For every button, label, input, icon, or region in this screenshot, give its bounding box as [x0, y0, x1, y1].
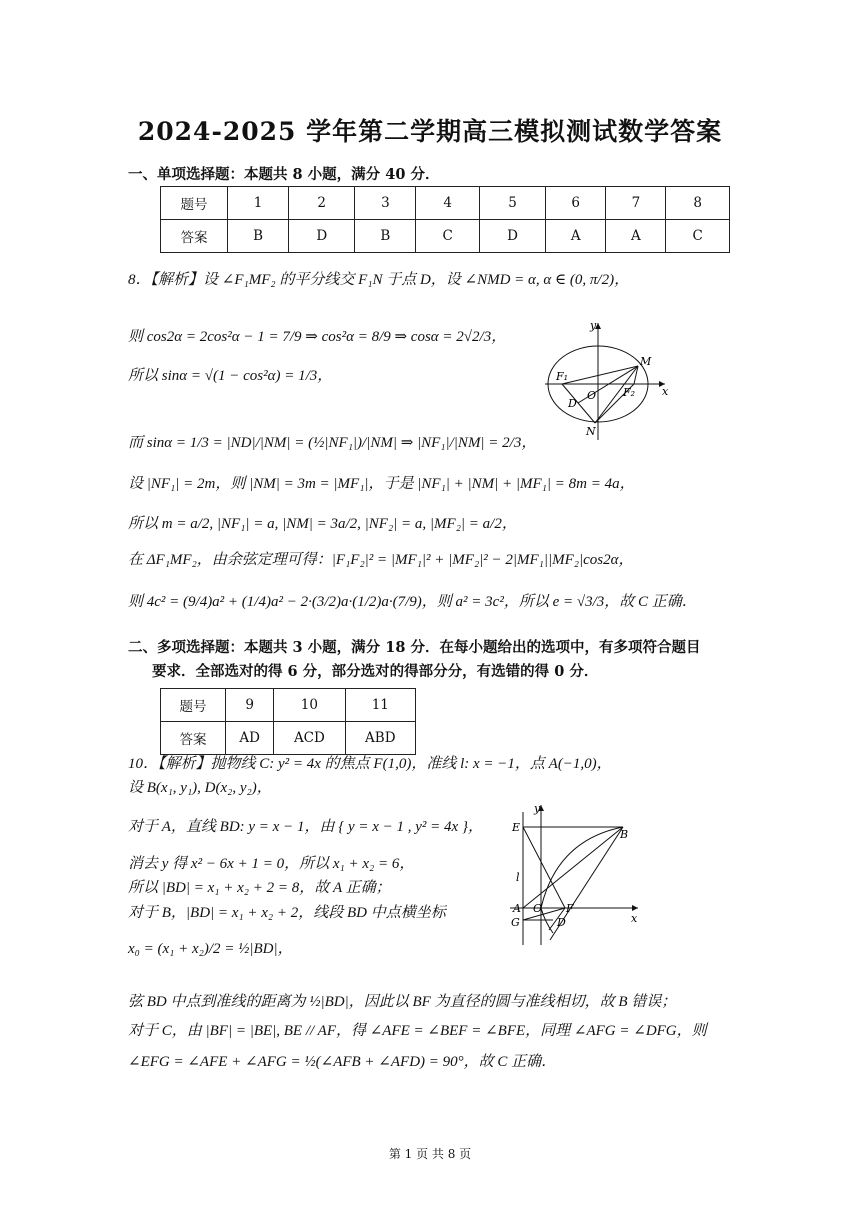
table-cell: 6	[546, 187, 606, 220]
answer-table-2	[160, 688, 416, 755]
fig2-label: x	[631, 912, 638, 925]
table-cell: A	[606, 220, 666, 253]
table-row	[161, 187, 730, 220]
q10-line-8: 弦 BD 中点到准线的距离为 ½|BD|，因此以 BF 为直径的圆与准线相切，故 B 错误；	[128, 994, 677, 1010]
q8-line-8: 则 4c² = (9/4)a² + (1/4)a² − 2·(3/2)a·(1/2)a·(7/9)，则 a² = 3c²，所以 e = √3/3，故 C 正确．	[128, 594, 697, 610]
answer-table-1	[160, 186, 730, 253]
table-cell: 9	[226, 689, 274, 722]
table-row	[161, 689, 416, 722]
q10-line-6: 对于 B，|BD| = x₁ + x₂ + 2，线段 BD 中点横坐标	[128, 905, 446, 921]
table-cell: 题号	[161, 187, 228, 220]
table-cell: 3	[355, 187, 416, 220]
q8-line-7: 在 ΔF₁MF₂，由余弦定理可得：|F₁F₂|² = |MF₁|² + |MF₂|² − 2|MF₁||MF₂|cos2α，	[128, 552, 634, 568]
q10-line-5: 所以 |BD| = x₁ + x₂ + 2 = 8，故 A 正确；	[128, 880, 391, 896]
table-cell: 11	[345, 689, 415, 722]
table-cell: 题号	[161, 689, 226, 722]
q10-line-3: 对于 A，直线 BD: y = x − 1，由 { y = x − 1 , y² = 4x }，	[128, 819, 483, 835]
fig1-label: x	[662, 385, 669, 398]
fig1-label: M	[640, 355, 652, 368]
fig2-label: y	[534, 802, 541, 815]
q8-line-3: 所以 sinα = √(1 − cos²α) = 1/3，	[128, 368, 333, 384]
table-cell: A	[546, 220, 606, 253]
parabola-figure	[505, 800, 650, 950]
q8-line-4: 而 sinα = 1/3 = |ND|/|NM| = (½|NF₁|)/|NM| ⇒ |NF₁|/|NM| = 2/3，	[128, 435, 537, 451]
ellipse-figure	[540, 315, 680, 445]
table-cell: 10	[274, 689, 345, 722]
table-cell: 7	[606, 187, 666, 220]
page-footer: 第 1 页 共 8 页	[388, 1147, 472, 1161]
q8-line-5: 设 |NF₁| = 2m，则 |NM| = 3m = |MF₁|，于是 |NF₁| + |NM| + |MF₁| = 8m = 4a，	[128, 476, 635, 492]
table-cell: 5	[479, 187, 545, 220]
section2-heading-2: 要求．全部选对的得 6 分，部分选对的得部分分，有选错的得 0 分．	[152, 663, 599, 680]
table-cell: C	[666, 220, 730, 253]
q10-line-10: ∠EFG = ∠AFE + ∠AFG = ½(∠AFB + ∠AFD) = 90°，故 C 正确．	[128, 1054, 557, 1070]
fig2-label: G	[511, 916, 520, 929]
fig2-label: F	[566, 902, 574, 915]
table-cell: B	[355, 220, 416, 253]
q10-line-1: 10．【解析】抛物线 C: y² = 4x 的焦点 F(1,0)，准线 l: x = −1，点 A(−1,0)，	[128, 756, 612, 772]
q10-line-2: 设 B(x₁, y₁), D(x₂, y₂)，	[128, 780, 272, 796]
fig2-label: E	[512, 821, 521, 834]
section1-heading: 一、单项选择题：本题共 8 小题，满分 40 分．	[128, 166, 440, 183]
q10-line-9: 对于 C，由 |BF| = |BE|, BE // AF，得 ∠AFE = ∠BEF = ∠BFE，同理 ∠AFG = ∠DFG，则	[128, 1023, 707, 1039]
table-cell: 答案	[161, 722, 226, 755]
fig2-label: B	[620, 828, 629, 841]
table-cell: 2	[289, 187, 355, 220]
table-cell: B	[228, 220, 289, 253]
fig2-label: D	[557, 916, 566, 929]
table-cell: ABD	[345, 722, 415, 755]
fig2-label: l	[516, 871, 520, 884]
table-cell: 8	[666, 187, 730, 220]
table-cell: C	[416, 220, 479, 253]
table-cell: 1	[228, 187, 289, 220]
table-cell: AD	[226, 722, 274, 755]
table-row	[161, 722, 416, 755]
fig1-label: D	[568, 397, 577, 410]
fig1-label: F₁	[556, 370, 569, 383]
q10-line-7: x₀ = (x₁ + x₂)/2 = ½|BD|，	[128, 941, 293, 957]
page-title: 2024-2025 学年第二学期高三模拟测试数学答案	[137, 117, 723, 146]
table-row	[161, 220, 730, 253]
table-cell: 4	[416, 187, 479, 220]
table-cell: D	[289, 220, 355, 253]
table-cell: ACD	[274, 722, 345, 755]
fig2-label: A	[513, 902, 521, 915]
fig2-label: O	[533, 902, 543, 915]
q8-line-2: 则 cos2α = 2cos²α − 1 = 7/9 ⇒ cos²α = 8/9 ⇒ cosα = 2√2/3，	[128, 329, 507, 345]
fig1-label: F₂	[623, 386, 636, 399]
q10-line-4: 消去 y 得 x² − 6x + 1 = 0，所以 x₁ + x₂ = 6，	[128, 856, 415, 872]
fig1-label: y	[590, 319, 597, 332]
table-cell: D	[479, 220, 545, 253]
fig1-label: O	[587, 389, 597, 402]
q8-line-1: 8．【解析】设 ∠F₁MF₂ 的平分线交 F₁N 于点 D，设 ∠NMD = α, α ∈ (0, π/2)，	[128, 272, 630, 288]
fig1-label: N	[586, 425, 596, 438]
section2-heading-1: 二、多项选择题：本题共 3 小题，满分 18 分．在每小题给出的选项中，有多项符合题目	[128, 639, 701, 656]
table-cell: 答案	[161, 220, 228, 253]
q8-line-6: 所以 m = a/2, |NF₁| = a, |NM| = 3a/2, |NF₂| = a, |MF₂| = a/2，	[128, 516, 517, 532]
